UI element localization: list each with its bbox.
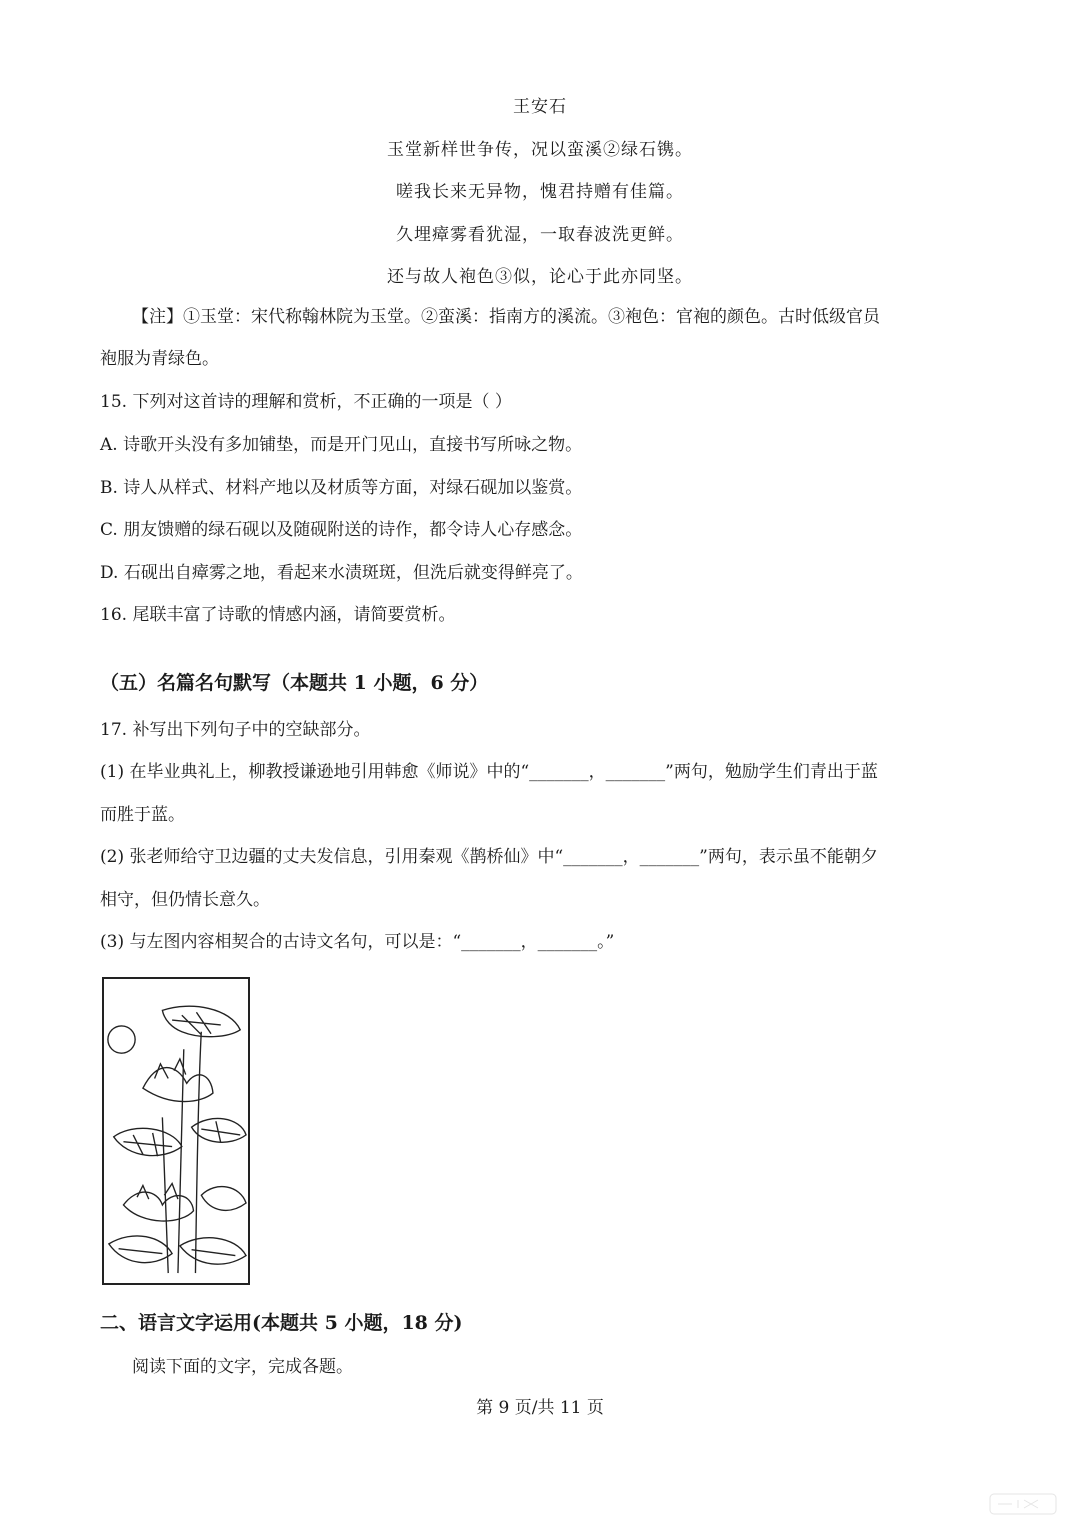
section-2-title: 二、语言文字运用(本题共 5 小题，18 分) (100, 1312, 463, 1334)
question-15-option-a: A. 诗歌开头没有多加铺垫，而是开门见山，直接书写所咏之物。 (100, 435, 583, 455)
question-15-option-b: B. 诗人从样式、材料产地以及材质等方面，对绿石砚加以鉴赏。 (100, 478, 583, 498)
section-2-intro: 阅读下面的文字，完成各题。 (132, 1357, 353, 1377)
question-15-stem: 15. 下列对这首诗的理解和赏析，不正确的一项是（ ） (100, 392, 512, 412)
poem-line-1: 玉堂新样世争传，况以蛮溪②绿石镌。 (387, 140, 693, 160)
question-17-item-3: (3) 与左图内容相契合的古诗文名句，可以是：“_______，_______。” (100, 932, 615, 952)
annotation-line-1: 【注】①玉堂：宋代称翰林院为玉堂。②蛮溪：指南方的溪流。③袍色：官袍的颜色。古时低级官员 (132, 307, 880, 327)
question-15-option-c: C. 朋友馈赠的绿石砚以及随砚附送的诗作，都令诗人心存感念。 (100, 520, 583, 540)
question-17-item-2-line-2: 相守，但仍情长意久。 (100, 890, 270, 910)
watermark-logo-icon (988, 1490, 1058, 1518)
poem-line-3: 久埋瘴雾看犹湿，一取春波洗更鲜。 (396, 225, 684, 245)
poem-line-2: 嗟我长来无异物，愧君持赠有佳篇。 (396, 182, 684, 202)
page-footer: 第 9 页/共 11 页 (476, 1398, 604, 1418)
question-17-item-1-line-2: 而胜于蓝。 (100, 805, 185, 825)
question-17-item-2-line-1: (2) 张老师给守卫边疆的丈夫发信息，引用秦观《鹊桥仙》中“_______，_______”两句，表示虽不能朝夕 (100, 847, 878, 867)
question-16: 16. 尾联丰富了诗歌的情感内涵，请简要赏析。 (100, 605, 456, 625)
poem-author: 王安石 (513, 97, 567, 117)
question-17-stem: 17. 补写出下列句子中的空缺部分。 (100, 720, 371, 740)
question-17-item-1-line-1: (1) 在毕业典礼上，柳教授谦逊地引用韩愈《师说》中的“_______，_______”两句，勉励学生们青出于蓝 (100, 762, 878, 782)
annotation-line-2: 袍服为青绿色。 (100, 349, 219, 369)
question-15-option-d: D. 石砚出自瘴雾之地，看起来水渍斑斑，但洗后就变得鲜亮了。 (100, 563, 583, 583)
section-5-title: （五）名篇名句默写（本题共 1 小题，6 分） (100, 672, 489, 694)
lotus-illustration (102, 977, 250, 1285)
poem-line-4: 还与故人袍色③似，论心于此亦同坚。 (387, 267, 693, 287)
